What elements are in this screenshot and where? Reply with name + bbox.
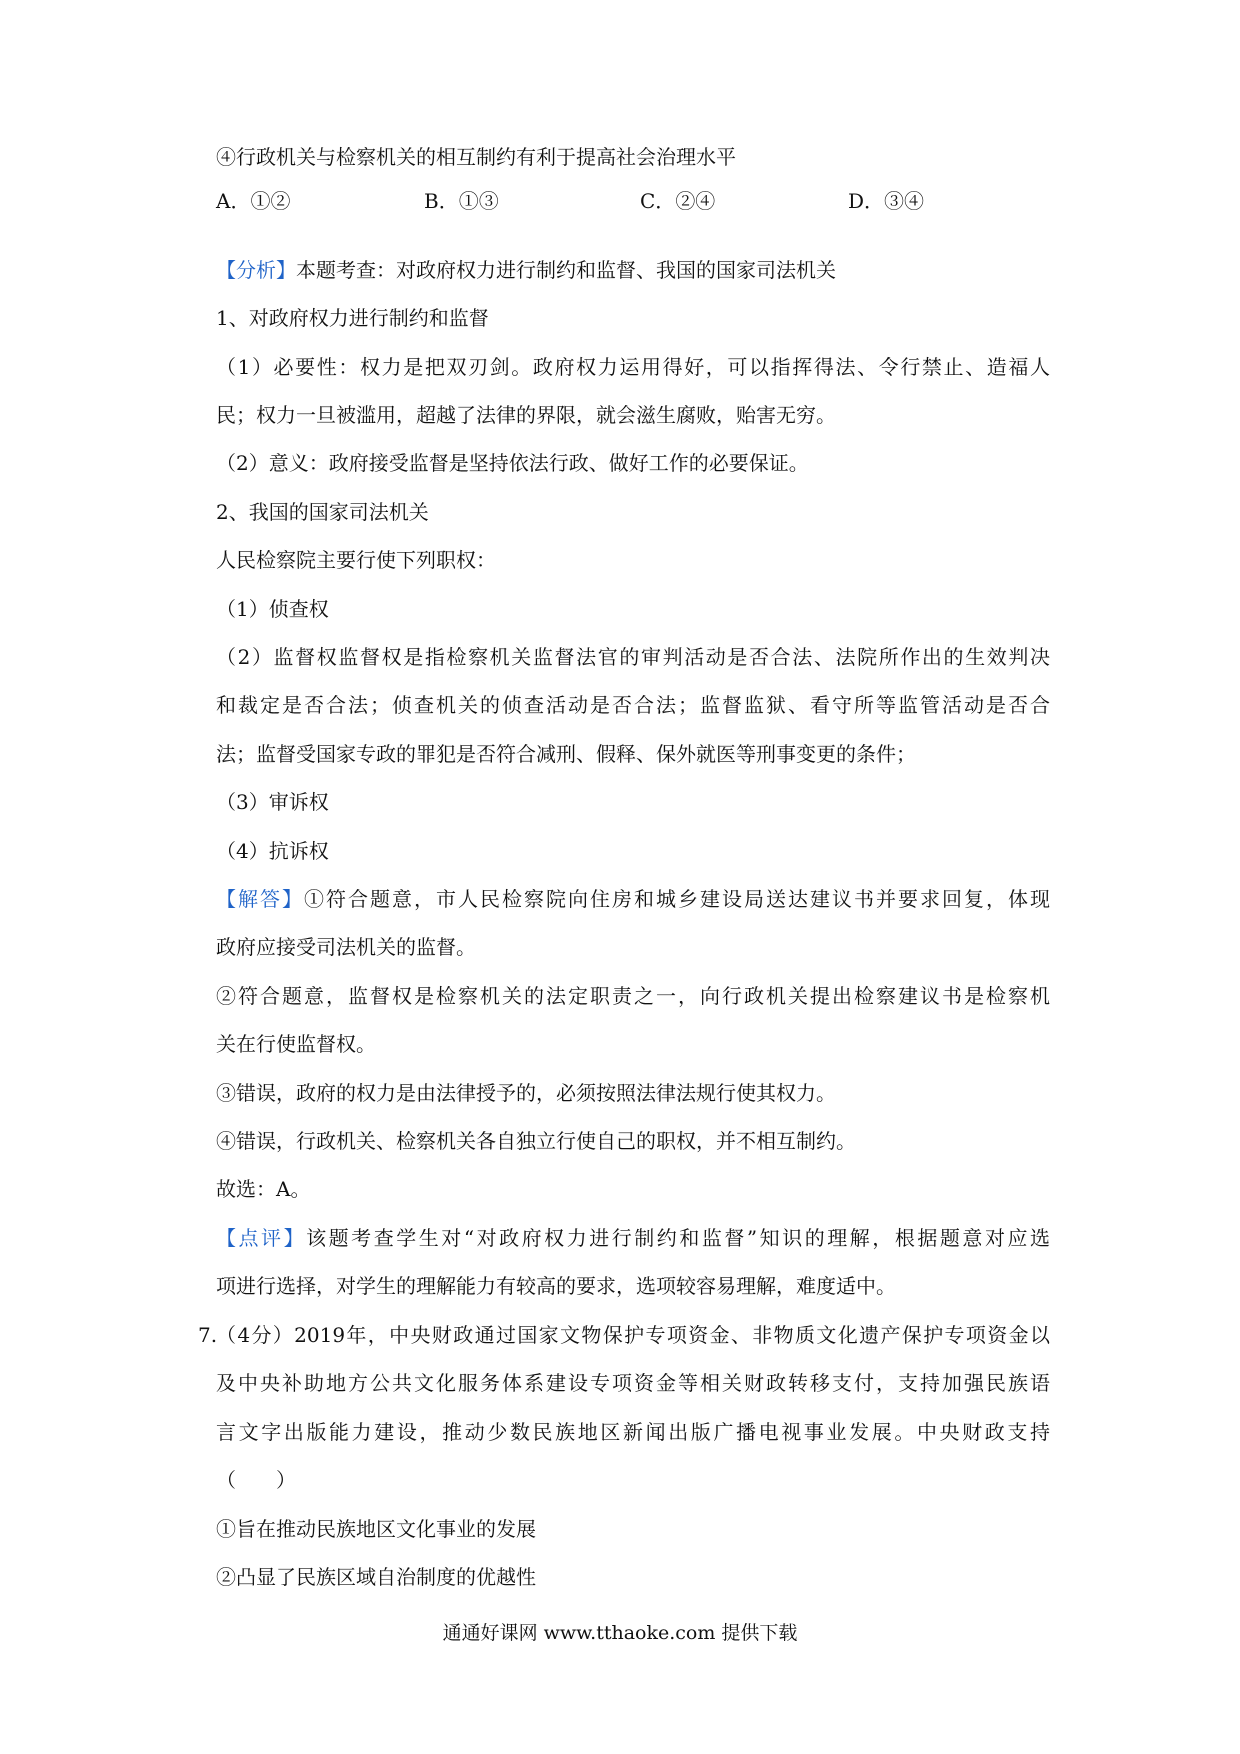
analysis-line: 和裁定是否合法；侦查机关的侦查活动是否合法；监督监狱、看守所等监管活动是否合 [216,693,1050,717]
option-a-letter: A． [216,189,251,213]
option-b-letter: B． [424,189,459,213]
option-a-value: ①② [250,189,291,213]
analysis-line: （1）必要性：权力是把双刃剑。政府权力运用得好，可以指挥得法、令行禁止、造福人 [216,355,1050,379]
question-7-line: （4分）2019年，中央财政通过国家文物保护专项资金、非物质文化遗产保护专项资金以 [216,1323,1050,1347]
q6-item-4: ④行政机关与检察机关的相互制约有利于提高社会治理水平 [216,145,736,169]
option-c-letter: C． [640,189,676,213]
analysis-tag: 【分析】 [216,258,296,282]
question-7-line: 言文字出版能力建设，推动少数民族地区新闻出版广播电视事业发展。中央财政支持 [216,1420,1050,1444]
analysis-line: （2）意义：政府接受监督是坚持依法行政、做好工作的必要保证。 [216,451,809,475]
option-d-letter: D． [848,189,885,213]
option-b-value: ①③ [458,189,499,213]
analysis-line: （2）监督权监督权是指检察机关监督法官的审判活动是否合法、法院所作出的生效判决 [216,645,1050,669]
option-c [640,187,715,215]
analysis-line: 民；权力一旦被滥用，超越了法律的界限，就会滋生腐败，贻害无穷。 [216,403,836,427]
comment-second-line: 项进行选择，对学生的理解能力有较高的要求，选项较容易理解，难度适中。 [216,1274,896,1298]
option-a [216,187,290,215]
analysis-intro: 本题考查：对政府权力进行制约和监督、我国的国家司法机关 [296,258,836,282]
question-7-blank: （ ） [216,1468,296,1492]
analysis-line: 2、我国的国家司法机关 [216,500,429,524]
answer-tag: 【解答】 [216,887,304,911]
analysis-line: 法；监督受国家专政的罪犯是否符合减刑、假释、保外就医等刑事变更的条件； [216,742,916,766]
answer-line: ④错误，行政机关、检察机关各自独立行使自己的职权，并不相互制约。 [216,1129,856,1153]
answer-line: 故选：A。 [216,1177,311,1201]
answer-line: ③错误，政府的权力是由法律授予的，必须按照法律法规行使其权力。 [216,1081,836,1105]
option-c-value: ②④ [675,189,716,213]
question-7-item-1: ①旨在推动民族地区文化事业的发展 [216,1517,536,1541]
analysis-line: 人民检察院主要行使下列职权： [216,548,496,572]
analysis-intro-line [216,256,1050,284]
analysis-line: （4）抗诉权 [216,839,329,863]
analysis-line: （1）侦查权 [216,597,329,621]
option-d-value: ③④ [884,189,925,213]
question-7-line: 及中央补助地方公共文化服务体系建设专项资金等相关财政转移支付，支持加强民族语 [216,1371,1050,1395]
page-footer: 通通好课网 www.tthaoke.com 提供下载 [442,1622,798,1644]
answer-line: 关在行使监督权。 [216,1032,376,1056]
answer-first-line [216,885,1050,913]
option-d [848,187,924,215]
answer-line: 政府应接受司法机关的监督。 [216,935,476,959]
question-7-item-2: ②凸显了民族区域自治制度的优越性 [216,1565,536,1589]
comment-first: 该题考查学生对“对政府权力进行制约和监督”知识的理解，根据题意对应选 [306,1226,1050,1250]
comment-tag: 【点评】 [216,1226,307,1250]
analysis-line: 1、对政府权力进行制约和监督 [216,306,489,330]
comment-first-line [216,1224,1050,1252]
answer-first: ①符合题意，市人民检察院向住房和城乡建设局送达建议书并要求回复，体现 [304,887,1050,911]
answer-line: ②符合题意，监督权是检察机关的法定职责之一，向行政机关提出检察建议书是检察机 [216,984,1050,1008]
analysis-line: （3）审诉权 [216,790,329,814]
question-7-number: 7. [198,1323,218,1347]
option-b [424,187,499,215]
